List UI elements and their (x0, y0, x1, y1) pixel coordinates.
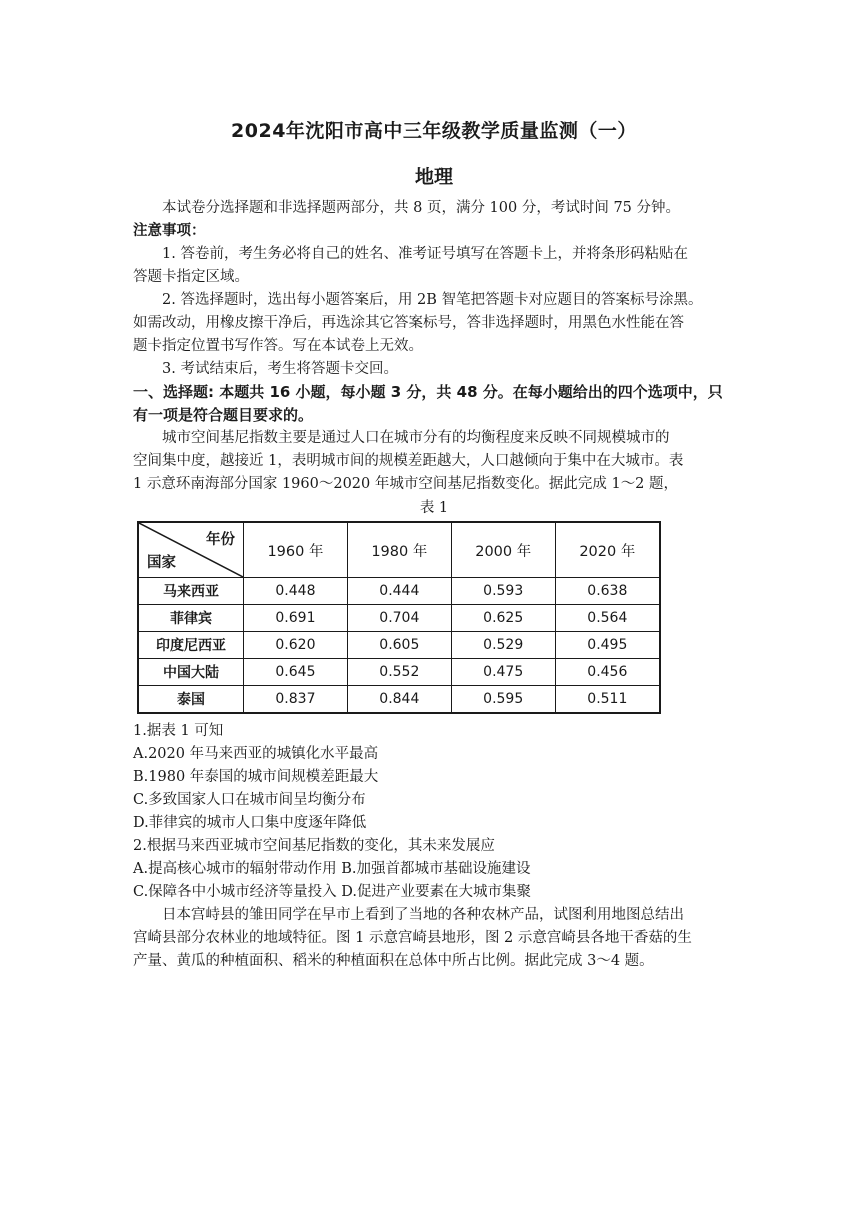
table-caption: 表 1 (419, 500, 449, 516)
table-row (138, 605, 660, 632)
country-cell: 马来西亚 (138, 578, 244, 605)
notice-heading: 注意事项： (133, 223, 206, 239)
value-cell: 0.625 (451, 605, 555, 632)
gini-index-table (137, 521, 661, 714)
exam-title: 2024年沈阳市高中三年级教学质量监测（一） (231, 120, 637, 142)
value-cell: 0.844 (347, 686, 451, 714)
table-row (138, 578, 660, 605)
country-cell: 泰国 (138, 686, 244, 714)
country-cell: 印度尼西亚 (138, 632, 244, 659)
country-cell: 菲律宾 (138, 605, 244, 632)
table-header-row (138, 522, 660, 578)
column-header: 2000 年 (451, 522, 555, 578)
notice-item-2-line-1: 2. 答选择题时，选出每小题答案后，用 2B 智笔把答题卡对应题目的答案标号涂黑。 (162, 292, 703, 308)
value-cell: 0.620 (244, 632, 348, 659)
questions-block (133, 720, 753, 973)
instructions-block (133, 197, 743, 496)
value-cell: 0.638 (555, 578, 660, 605)
column-header: 1980 年 (347, 522, 451, 578)
value-cell: 0.475 (451, 659, 555, 686)
value-cell: 0.595 (451, 686, 555, 714)
value-cell: 0.593 (451, 578, 555, 605)
value-cell: 0.444 (347, 578, 451, 605)
question-1-option-a: A.2020 年马来西亚的城镇化水平最高 (133, 746, 379, 762)
value-cell: 0.448 (244, 578, 348, 605)
question-2-options-ab: A.提高核心城市的辐射带动作用 B.加强首都城市基础设施建设 (133, 861, 531, 877)
table-row (138, 659, 660, 686)
question-1-option-b: B.1980 年泰国的城市间规模差距最大 (133, 769, 379, 785)
value-cell: 0.704 (347, 605, 451, 632)
notice-item-3: 3. 考试结束后，考生将答题卡交回。 (162, 361, 398, 377)
question-2-stem: 2.根据马来西亚城市空间基尼指数的变化，其未来发展应 (133, 838, 495, 854)
table-corner-cell (138, 522, 244, 578)
notice-item-1-line-1: 1. 答卷前，考生务必将自己的姓名、准考证号填写在答题卡上，并将条形码粘贴在 (162, 246, 688, 262)
value-cell: 0.552 (347, 659, 451, 686)
section-heading-line-1: 一、选择题: 本题共 16 小题，每小题 3 分，共 48 分。在每小题给出的四个选项中，只 (133, 383, 723, 401)
header-year-label: 年份 (206, 532, 235, 548)
passage-line-3: 1 示意环南海部分国家 1960～2020 年城市空间基尼指数变化。据此完成 1～2 题， (133, 476, 679, 492)
value-cell: 0.645 (244, 659, 348, 686)
value-cell: 0.456 (555, 659, 660, 686)
passage-line-1: 城市空间基尼指数主要是通过人口在城市分有的均衡程度来反映不同规模城市的 (162, 430, 670, 446)
country-cell: 中国大陆 (138, 659, 244, 686)
section-heading-line-2: 有一项是符合题目要求的。 (133, 406, 314, 424)
value-cell: 0.691 (244, 605, 348, 632)
value-cell: 0.511 (555, 686, 660, 714)
intro-text: 本试卷分选择题和非选择题两部分，共 8 页，满分 100 分，考试时间 75 分钟。 (162, 200, 681, 216)
question-2-options-cd: C.保障各中小城市经济等量投入 D.促进产业要素在大城市集聚 (133, 884, 532, 900)
question-1-stem: 1.据表 1 可知 (133, 723, 224, 739)
notice-item-1-line-2: 答题卡指定区域。 (133, 269, 249, 285)
column-header: 1960 年 (244, 522, 348, 578)
subject-title: 地理 (414, 166, 453, 188)
notice-item-2-line-2: 如需改动，用橡皮擦干净后，再选涂其它答案标号，答非选择题时，用黑色水性能在答 (133, 315, 684, 331)
value-cell: 0.495 (555, 632, 660, 659)
column-header: 2020 年 (555, 522, 660, 578)
passage2-line-2: 宫崎县部分农林业的地域特征。图 1 示意宫崎县地形，图 2 示意宫崎县各地干香菇的生 (133, 930, 692, 946)
passage2-line-3: 产量、黄瓜的种植面积、稻米的种植面积在总体中所占比例。据此完成 3～4 题。 (133, 953, 654, 969)
question-1-option-d: D.菲律宾的城市人口集中度逐年降低 (133, 815, 367, 831)
question-1-option-c: C.多致国家人口在城市间呈均衡分布 (133, 792, 366, 808)
value-cell: 0.605 (347, 632, 451, 659)
value-cell: 0.529 (451, 632, 555, 659)
value-cell: 0.564 (555, 605, 660, 632)
notice-item-2-line-3: 题卡指定位置书写作答。写在本试卷上无效。 (133, 338, 423, 354)
table-row (138, 632, 660, 659)
table-row (138, 686, 660, 714)
passage2-line-1: 日本宫峙县的雏田同学在早市上看到了当地的各种农林产品，试图利用地图总结出 (162, 907, 684, 923)
value-cell: 0.837 (244, 686, 348, 714)
passage-line-2: 空间集中度，越接近 1，表明城市间的规模差距越大，人口越倾向于集中在大城市。表 (133, 453, 684, 469)
header-country-label: 国家 (147, 555, 176, 571)
